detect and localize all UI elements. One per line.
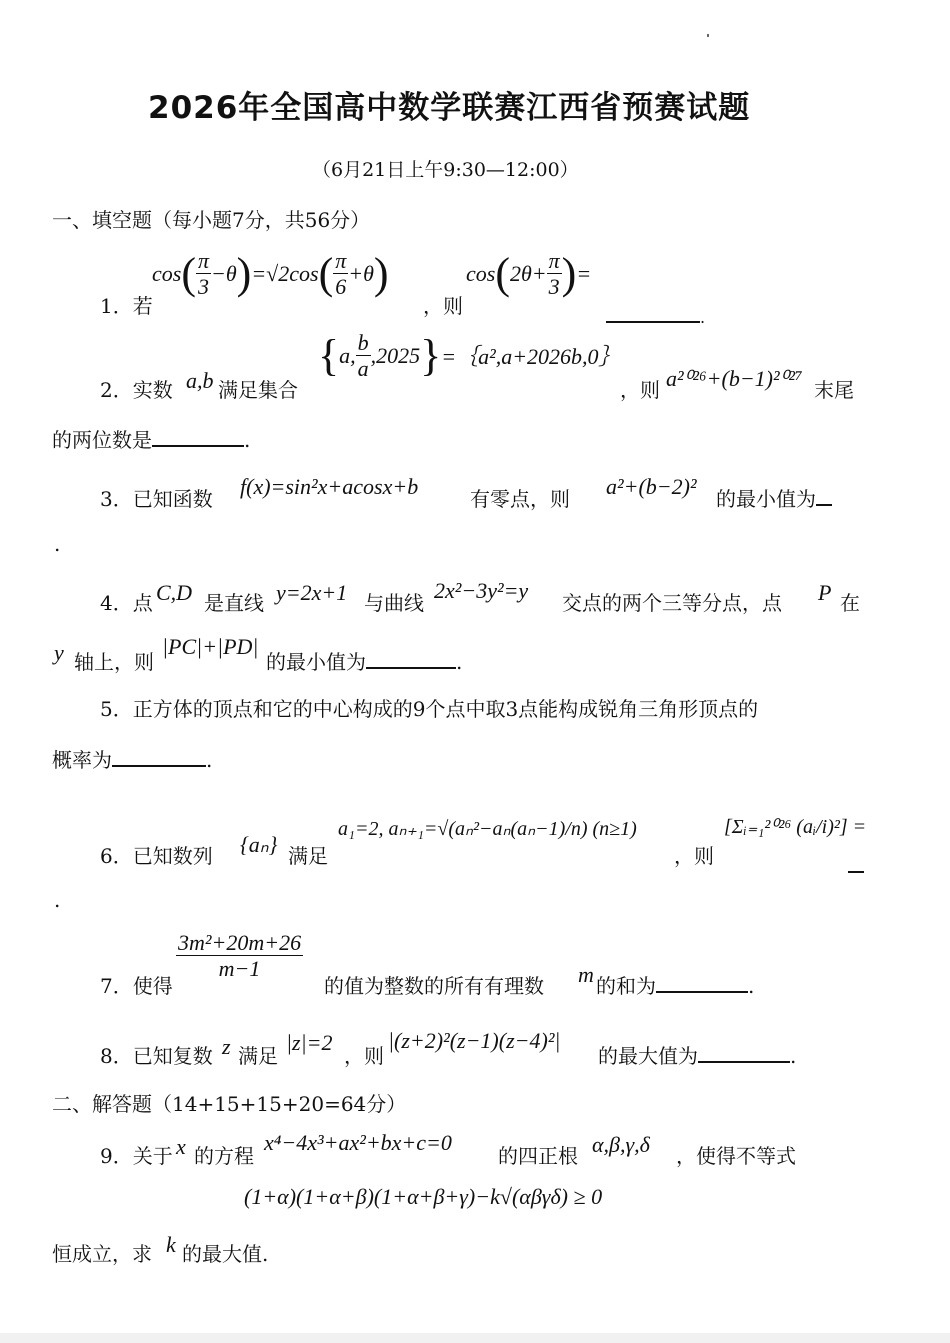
q9-line3a: 恒成立，求: [52, 1242, 152, 1266]
q4-text2: 与曲线: [364, 591, 424, 615]
q7-text1: 的值为整数的所有有理数: [324, 974, 544, 998]
q6-sum-expression: [Σᵢ₌₁²⁰²⁶ (aᵢ/i)²] =: [724, 816, 867, 838]
q1-target-expression: cos ( 2θ+ $\frac{\pi}{3}$ ) =: [466, 248, 592, 300]
q5-line2: 概率为 .: [52, 748, 213, 772]
q4-text1: 是直线: [204, 591, 264, 615]
q3-number: 3．已知函数: [100, 487, 213, 511]
exam-time: （6月21日上午9:30—12:00）: [312, 159, 579, 181]
q4-line2-end: 的最小值为 .: [266, 650, 463, 674]
q4-expression: |PC|+|PD|: [162, 634, 259, 659]
q9-equation: x⁴−4x³+ax²+bx+c=0: [264, 1130, 452, 1155]
q9-text2: 的四正根: [498, 1144, 578, 1168]
q4-line-equation: y=2x+1: [276, 580, 348, 605]
q8-expression: |(z+2)²(z−1)(z−4)²|: [388, 1028, 561, 1053]
q8-text1: 满足: [238, 1044, 278, 1068]
q3-period: .: [54, 532, 61, 556]
q4-text3: 交点的两个三等分点，点: [562, 591, 782, 615]
q8-then: ，则: [344, 1044, 384, 1068]
q3-text1: 有零点，则: [470, 487, 570, 511]
q6-recurrence: a₁=2, aₙ₊₁=√(aₙ²−aₙ(aₙ−1)/n) (n≥1): [338, 818, 637, 840]
q2-text1: 满足集合: [218, 378, 298, 402]
q8-z: z: [222, 1034, 231, 1059]
q2-line2: 的两位数是 .: [52, 428, 251, 452]
section-solutions: 二、解答题（14+15+15+20=64分）: [52, 1092, 407, 1116]
q9-number: 9．关于: [100, 1144, 173, 1168]
q2-text2: 末尾: [814, 378, 854, 402]
q7-var: m: [578, 962, 594, 987]
q3-function: f(x)=sin²x+acosx+b: [240, 474, 419, 499]
q9-text1: 的方程: [194, 1144, 254, 1168]
q6-number: 6．已知数列: [100, 844, 213, 868]
q9-line3b: 的最大值.: [182, 1242, 269, 1266]
q9-k: k: [166, 1232, 176, 1257]
scan-mark: [707, 34, 709, 37]
q8-text2: 的最大值为 .: [598, 1044, 797, 1068]
q2-then: ，则: [620, 378, 660, 402]
q4-points: C,D: [156, 580, 193, 605]
q7-text2: 的和为 .: [596, 974, 755, 998]
q9-text3: ，使得不等式: [676, 1144, 796, 1168]
q2-expression: a²⁰²⁶+(b−1)²⁰²⁷: [666, 366, 803, 391]
q6-sequence: {aₙ}: [240, 832, 278, 857]
q2-vars: a,b: [186, 368, 214, 393]
q1-answer-blank: .: [606, 308, 705, 327]
page-bottom-edge: [0, 1333, 950, 1343]
q1-then: ，则: [423, 294, 463, 318]
q4-text4: 在: [840, 591, 860, 615]
q4-number: 4．点: [100, 591, 153, 615]
section-fill-in: 一、填空题（每小题7分，共56分）: [52, 208, 371, 232]
q9-inequality: (1+α)(1+α+β)(1+α+β+γ)−k√(αβγδ) ≥ 0: [244, 1184, 603, 1209]
q6-then: ，则: [674, 844, 714, 868]
q6-answer-blank: [848, 858, 864, 877]
q8-condition: |z|=2: [286, 1030, 333, 1055]
q9-x: x: [176, 1134, 186, 1159]
q7-number: 7．使得: [100, 974, 173, 998]
q3-text2: 的最小值为: [716, 483, 832, 512]
q3-expression: a²+(b−2)²: [606, 474, 697, 499]
q7-fraction: $\frac{\text{3m²+20m+26}}{m-1}$: [178, 930, 302, 982]
q4-line2-text: 轴上，则: [74, 650, 154, 674]
q9-roots: α,β,γ,δ: [592, 1132, 650, 1157]
q2-set-equation: { a, $\frac{b}{a}$ ,2025 } =｛a²,a+2026b,0｝: [318, 330, 621, 382]
q6-period: .: [54, 888, 61, 912]
q4-point-p: P: [818, 580, 832, 605]
q5-line1: 5．正方体的顶点和它的中心构成的9个点中取3点能构成锐角三角形顶点的: [100, 697, 759, 721]
q1-expression: cos ( $\frac{\pi}{3}$ −θ ) =√2cos ( $\frac{\pi}{6}$ +θ ): [152, 248, 389, 300]
q2-number: 2．实数: [100, 378, 173, 402]
q8-number: 8．已知复数: [100, 1044, 213, 1068]
q4-y-var: y: [54, 640, 64, 665]
q6-text1: 满足: [288, 844, 328, 868]
q4-curve-equation: 2x²−3y²=y: [434, 578, 529, 603]
q1-number: 1．若: [100, 294, 153, 318]
exam-title: 2026年全国高中数学联赛江西省预赛试题: [148, 90, 751, 126]
